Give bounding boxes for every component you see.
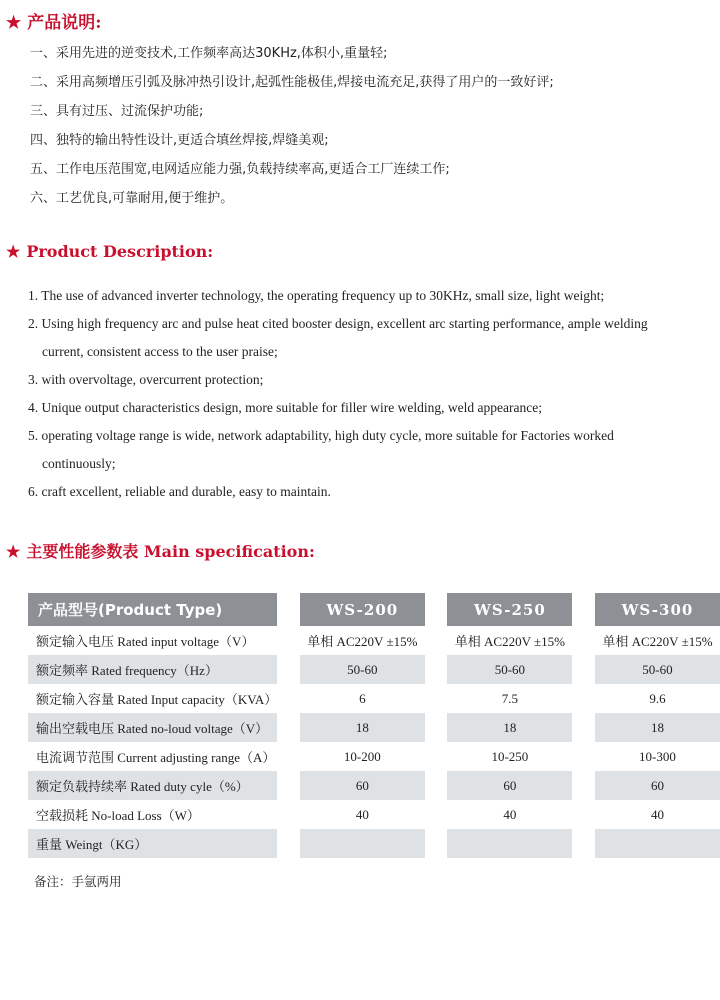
star-icon: ★ — [6, 242, 21, 261]
cell-value: 18 — [447, 713, 572, 742]
en-feature-list — [28, 282, 688, 506]
cell-value: 40 — [355, 806, 369, 822]
header-cell-model: WS-300 — [595, 593, 720, 626]
cell-value: 单相 AC220V ±15% — [454, 634, 565, 649]
table-note: 备注：手氩两用 — [34, 874, 122, 889]
cell-value: 60 — [447, 771, 572, 800]
list-item: 一、采用先进的逆变技术,工作频率高达30KHz,体积小,重量轻; — [30, 46, 388, 61]
cell-value: 7.5 — [501, 690, 519, 706]
list-item: 二、采用高频增压引弧及脉冲热引设计,起弧性能极佳,焊接电流充足,获得了用户的一致好评; — [30, 75, 554, 90]
table-row — [28, 800, 720, 829]
cn-feature-list — [30, 44, 554, 218]
cell-value: 单相 AC220V ±15% — [602, 634, 713, 649]
table-row — [28, 713, 720, 742]
cell-value: 6 — [359, 690, 366, 706]
section-title-en-text: Product Description: — [26, 242, 214, 261]
cell-value — [447, 829, 572, 858]
row-label: 电流调节范围 Current adjusting range（A） — [36, 750, 276, 765]
cell-value: 40 — [503, 806, 517, 822]
header-cell-model: WS-250 — [447, 593, 572, 626]
list-item: 六、工艺优良,可靠耐用,便于维护。 — [30, 191, 234, 206]
table-row — [28, 829, 720, 858]
cell-value: 40 — [650, 806, 664, 822]
cell-value: 60 — [595, 771, 720, 800]
row-label: 额定输入容量 Rated Input capacity（KVA） — [36, 692, 278, 707]
row-label: 额定负载持续率 Rated duty cyle（%） — [28, 771, 277, 800]
cell-value: 9.6 — [649, 690, 666, 706]
cell-value — [300, 829, 425, 858]
table-row — [28, 742, 720, 771]
cell-value: 50-60 — [447, 655, 572, 684]
cell-value: 10-300 — [639, 748, 676, 764]
section-title-spec-text: 主要性能参数表 Main specification: — [26, 542, 315, 561]
table-row — [28, 684, 720, 713]
list-item: 4. Unique output characteristics design, more suitable for filler wire welding, weld appearance; — [28, 400, 542, 415]
list-item: 3. with overvoltage, overcurrent protection; — [28, 372, 264, 387]
list-item: 6. craft excellent, reliable and durable, easy to maintain. — [28, 484, 331, 499]
table-row — [28, 771, 720, 800]
row-label: 输出空载电压 Rated no-loud voltage（V） — [28, 713, 277, 742]
cell-value: 18 — [595, 713, 720, 742]
list-item: 三、具有过压、过流保护功能; — [30, 104, 204, 119]
table-row — [28, 626, 720, 655]
list-item: 四、独特的输出特性设计,更适合填丝焊接,焊缝美观; — [30, 133, 329, 148]
section-title-en — [6, 242, 213, 261]
table-row — [28, 655, 720, 684]
cell-value: 18 — [300, 713, 425, 742]
list-item: 1. The use of advanced inverter technology, the operating frequency up to 30KHz, small size, light weight; — [28, 288, 605, 303]
cell-value: 单相 AC220V ±15% — [307, 634, 418, 649]
row-label: 额定输入电压 Rated input voltage（V） — [36, 634, 255, 649]
section-title-cn-text: 产品说明: — [27, 13, 102, 33]
cell-value: 50-60 — [300, 655, 425, 684]
cell-value: 60 — [300, 771, 425, 800]
cell-value: 10-250 — [491, 748, 529, 764]
list-item: 五、工作电压范围宽,电网适应能力强,负载持续率高,更适合工厂连续工作; — [30, 162, 450, 177]
row-label: 重量 Weingt（KG） — [28, 829, 277, 858]
star-icon: ★ — [6, 13, 22, 33]
cell-value — [595, 829, 720, 858]
section-title-cn — [6, 8, 102, 33]
list-item: 5. operating voltage range is wide, network adaptability, high duty cycle, more suitable for Factories worked continuously; — [28, 428, 614, 471]
list-item: 2. Using high frequency arc and pulse heat cited booster design, excellent arc starting performance, ample welding current, consistent access to the user praise; — [28, 316, 648, 359]
header-cell-type: 产品型号(Product Type) — [28, 593, 277, 626]
spec-table — [28, 593, 720, 858]
star-icon: ★ — [6, 542, 21, 561]
cell-value: 50-60 — [595, 655, 720, 684]
row-label: 空载损耗 No-load Loss（W） — [36, 808, 200, 823]
row-label: 额定频率 Rated frequency（Hz） — [28, 655, 277, 684]
header-cell-model: WS-200 — [300, 593, 425, 626]
table-header-row — [28, 593, 720, 626]
cell-value: 10-200 — [343, 748, 381, 764]
section-title-spec — [6, 539, 315, 562]
